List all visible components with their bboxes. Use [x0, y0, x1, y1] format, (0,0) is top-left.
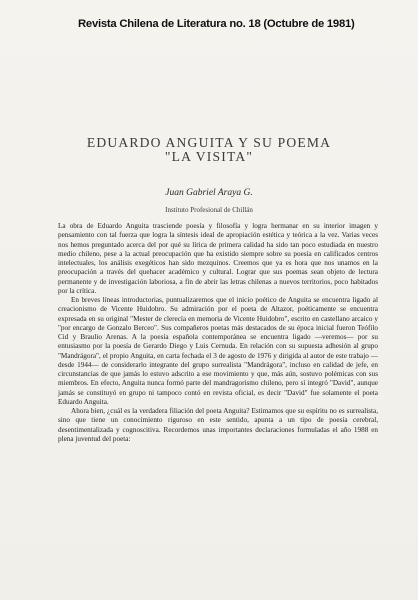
article-body [58, 222, 378, 444]
article-title-line-1: EDUARDO ANGUITA Y SU POEMA [86, 135, 332, 150]
body-paragraph-2: En breves líneas introductorias, puntualizaremos que el inicio poético de Anguita se encuentra ligado al creacionismo de Vicente Huidobro. Su admiración por el poeta de Altazor, poéticamente se encuentra expresada en su original "Mester de clerecía en memoria de Vicente Huidobro", escrito en castellano arcaico y "por encargo de Gonzalo Berceo". Sus compañeros poetas más destacados de su época inicial fueron Teófilo Cid y Braulio Arenas. A la poesía española contemporánea se encuentra ligado —veremos— por su entusiasmo por la poesía de Gerardo Diego y Luis Cernuda. En relación con su supuesta adhesión al grupo "Mandrágora", el propio Anguita, en carta fechada el 3 de agosto de 1976 y dirigida al autor de este trabajo —desde 1944— de considerarlo integrante del grupo surrealista "Mandrágora", incluso en calidad de jefe, en circunstancias de que jamás lo estuvo adscrito a ese movimiento y que, más aún, sostuvo polémicas con sus miembros. En efecto, Anguita nunca formó parte del mandragorismo chileno, pero sí integró "David", aunque jamás se constituyó en grupo ni tampoco contó en revista oficial, es decir "David" fue solamente el poeta Eduardo Anguita. [58, 296, 378, 406]
body-paragraph-1: La obra de Eduardo Anguita trasciende poesía y filosofía y logra hermanar en su interior imagen y pensamiento con tal fuerza que logra la síntesis ideal de apropiación estética y teórica a la vez. Varias veces nos hemos preguntado acerca del por qué su lírica de primera calidad ha sido tan poco estudiada en nuestro medio chileno, pese a la actual preocupación que ha existido siempre sobre su poesía en calificados centros intelectuales, los análisis exegéticos han sido mezquinos. Creemos que ya es hora que nos unamos en la preocupación a través del quehacer académico y cultural. Lograr que sus poemas sean objeto de lectura permanente y de investigación laboriosa, a fin de abrir las letras chilenas a nuevos territorios, poco habitados por la crítica. [58, 222, 378, 295]
article-title-line-2: "LA VISITA" [164, 149, 254, 164]
author-name: Juan Gabriel Araya G. [165, 188, 253, 198]
journal-citation-header: Revista Chilena de Literatura no. 18 (Octubre de 1981) [78, 18, 355, 30]
body-paragraph-3: Ahora bien, ¿cuál es la verdadera filiación del poeta Anguita? Estimamos que su espíritu no es surrealista, sino que tiene un conocimiento riguroso en este sentido, apunta a un tipo de poesía cerebral, desentimentalizada y cognoscitiva. Recordemos unas importantes declaraciones formuladas el año 1988 en plena juventud del poeta: [58, 407, 378, 443]
article-title [0, 136, 418, 164]
author-institution: Instituto Profesional de Chillán [165, 206, 253, 214]
